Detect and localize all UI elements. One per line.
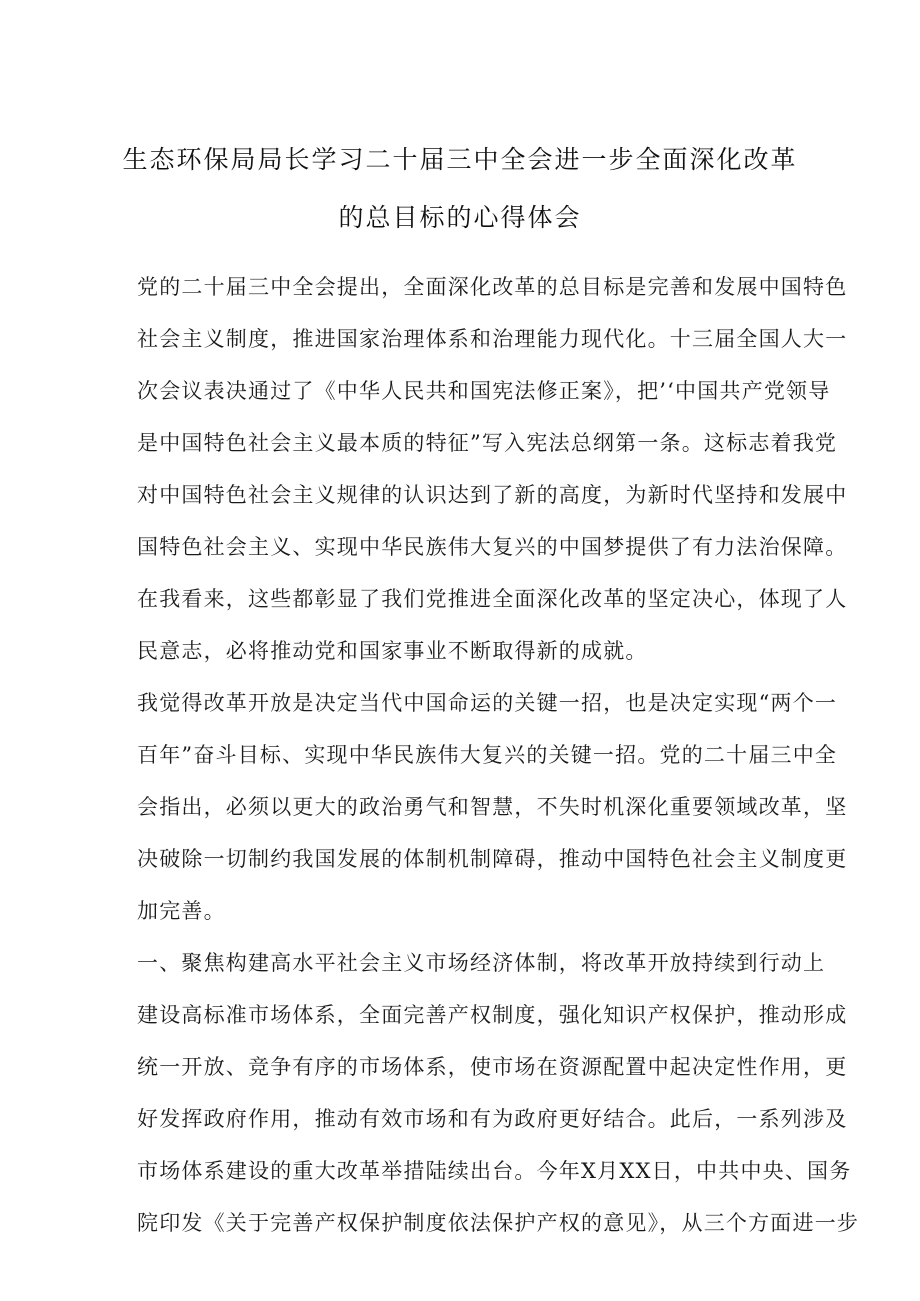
body-line: 在我看来，这些都彰显了我们党推进全面深化改革的坚定决心，体现了人 (137, 587, 848, 611)
body-line: 院印发《关于完善产权保护制度依法保护产权的意见》，从三个方面进一步 (137, 1211, 860, 1235)
body-line: 建设高标准市场体系，全面完善产权制度，强化知识产权保护，推动形成 (137, 1003, 848, 1027)
body-line: 会指出，必须以更大的政治勇气和智慧，不失时机深化重要领域改革，坚 (137, 795, 848, 819)
body-line: 社会主义制度，推进国家治理体系和治理能力现代化。十三届全国人大一 (137, 327, 848, 351)
body-line: 是中国特色社会主义最本质的特征”写入宪法总纲第一条。这标志着我党 (137, 431, 838, 455)
body-line: 决破除一切制约我国发展的体制机制障碍，推动中国特色社会主义制度更 (137, 847, 848, 871)
body-line: 国特色社会主义、实现中华民族伟大复兴的中国梦提供了有力法治保障。 (137, 535, 848, 559)
body-line: 民意志，必将推动党和国家事业不断取得新的成就。 (137, 639, 648, 663)
section-heading-1: 一、聚焦构建高水平社会主义市场经济体制，将改革开放持续到行动上 (137, 951, 826, 975)
body-line: 好发挥政府作用，推动有效市场和有为政府更好结合。此后，一系列涉及 (137, 1107, 848, 1131)
document-title-line-1: 生态环保局局长学习二十届三中全会进一步全面深化改革 (122, 145, 798, 174)
body-line: 加完善。 (137, 899, 226, 923)
body-line: 党的二十届三中全会提出，全面深化改革的总目标是完善和发展中国特色 (137, 275, 848, 299)
body-line: 次会议表决通过了《中华人民共和国宪法修正案》，把’‘中国共产党领导 (137, 379, 831, 403)
body-line: 百年”奋斗目标、实现中华民族伟大复兴的关键一招。党的二十届三中全 (137, 743, 838, 767)
body-line: 市场体系建设的重大改革举措陆续出台。今年X月XX日，中共中央、国务 (137, 1159, 852, 1183)
body-line: 统一开放、竞争有序的市场体系，使市场在资源配置中起决定性作用，更 (137, 1055, 848, 1079)
document-title-line-2: 的总目标的心得体会 (338, 203, 582, 232)
body-line: 我觉得改革开放是决定当代中国命运的关键一招，也是决定实现“两个一 (137, 691, 838, 715)
body-line: 对中国特色社会主义规律的认识达到了新的高度，为新时代坚持和发展中 (137, 483, 848, 507)
